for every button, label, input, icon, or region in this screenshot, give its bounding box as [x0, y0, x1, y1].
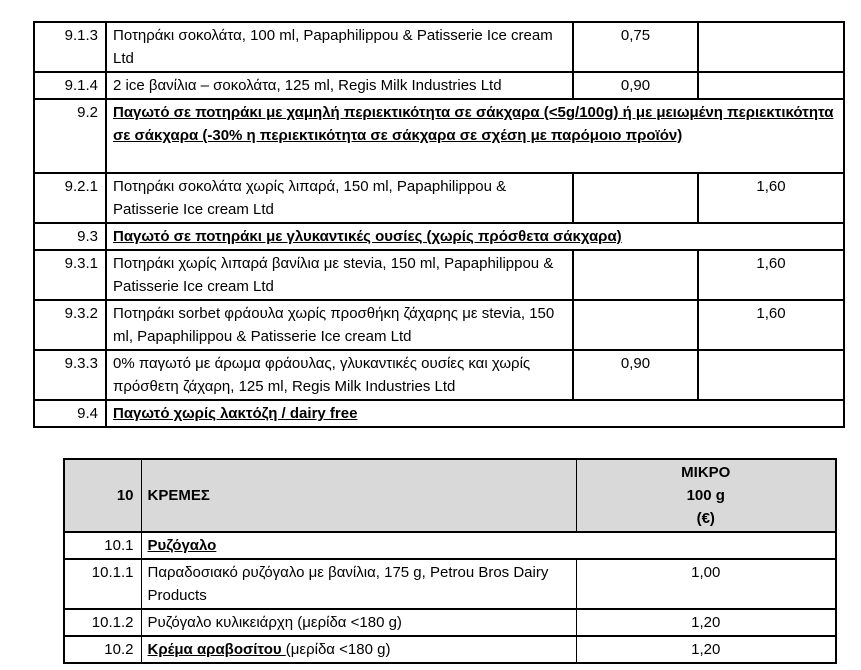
- row-number: 9.3.3: [34, 350, 106, 400]
- header-price-column: [576, 459, 836, 532]
- table-row: [34, 400, 844, 427]
- category-heading-text: Παγωτό σε ποτηράκι με γλυκαντικές ουσίες (χωρίς πρόσθετα σάκχαρα): [113, 228, 622, 245]
- header-section-title: ΚΡΕΜΕΣ: [141, 459, 576, 532]
- row-number: 9.3.2: [34, 300, 106, 350]
- row-number: 9.3: [34, 223, 106, 250]
- header-price-currency-label: (€): [696, 510, 715, 527]
- category-heading-text: Ρυζόγαλο: [147, 537, 217, 554]
- item-description: 2 ice βανίλια – σοκολάτα, 125 ml, Regis Milk Industries Ltd: [106, 72, 573, 99]
- price-value: 0,90: [573, 72, 698, 99]
- table-row: [34, 300, 844, 350]
- table-row: [64, 559, 836, 609]
- table-row: [34, 223, 844, 250]
- price-value: [573, 250, 698, 300]
- item-description: Ρυζόγαλο κυλικειάρχη (μερίδα <180 g): [141, 609, 576, 636]
- row-number: 10.1.1: [64, 559, 141, 609]
- table-row: [64, 532, 836, 559]
- kremes-price-table: [63, 458, 837, 664]
- row-number: 10.1: [64, 532, 141, 559]
- header-section-number: 10: [64, 459, 141, 532]
- row-number: 9.3.1: [34, 250, 106, 300]
- table-row: [34, 173, 844, 223]
- row-number: 9.2.1: [34, 173, 106, 223]
- category-heading: [106, 223, 844, 250]
- row-number: 10.1.2: [64, 609, 141, 636]
- price-value: 1,20: [576, 609, 836, 636]
- table-row: [64, 609, 836, 636]
- row-number: 10.2: [64, 636, 141, 663]
- row-number: 9.1.3: [34, 22, 106, 72]
- table-row: [34, 72, 844, 99]
- price-value: 1,00: [576, 559, 836, 609]
- price-value: 1,60: [698, 250, 844, 300]
- price-value: 1,60: [698, 173, 844, 223]
- row-number: 9.1.4: [34, 72, 106, 99]
- kremes-header-row: [64, 459, 836, 532]
- row-number: 9.4: [34, 400, 106, 427]
- item-description: Ποτηράκι χωρίς λιπαρά βανίλια με stevia, 150 ml, Papaphilippou & Patisserie Ice cream Ltd: [106, 250, 573, 300]
- header-price-weight-label: 100 g: [686, 487, 725, 504]
- price-value: 0,75: [573, 22, 698, 72]
- category-heading-text: Παγωτό σε ποτηράκι με χαμηλή περιεκτικότητα σε σάκχαρα (<5g/100g) ή με μειωμένη περιεκτικότητα σε σάκχαρα (-30% η περιεκτικότητα σε σάκχαρα σε σχέση με παρόμοιο προϊόν): [113, 104, 834, 144]
- price-value: 0,90: [573, 350, 698, 400]
- ice-cream-price-table: [33, 21, 845, 428]
- category-heading: [141, 532, 836, 559]
- item-description: Ποτηράκι σοκολάτα χωρίς λιπαρά, 150 ml, Papaphilippou & Patisserie Ice cream Ltd: [106, 173, 573, 223]
- table-row: [34, 99, 844, 173]
- price-value: 1,60: [698, 300, 844, 350]
- table-row: [34, 250, 844, 300]
- table-row: [34, 22, 844, 72]
- price-value: [698, 350, 844, 400]
- category-heading-text: Παγωτό χωρίς λακτόζη / dairy free: [113, 405, 358, 422]
- table-row: [34, 350, 844, 400]
- price-value: [698, 22, 844, 72]
- table-row: [64, 636, 836, 663]
- header-price-size-label: ΜΙΚΡΟ: [681, 464, 731, 481]
- price-value: [573, 173, 698, 223]
- category-heading: Κρέμα αραβοσίτου (μερίδα <180 g): [141, 636, 576, 663]
- item-description: Ποτηράκι σοκολάτα, 100 ml, Papaphilippou & Patisserie Ice cream Ltd: [106, 22, 573, 72]
- row-number: 9.2: [34, 99, 106, 173]
- price-value: [573, 300, 698, 350]
- item-description: Παραδοσιακό ρυζόγαλο με βανίλια, 175 g, Petrou Bros Dairy Products: [141, 559, 576, 609]
- category-heading-text: Κρέμα αραβοσίτου: [147, 641, 286, 658]
- price-value: 1,20: [576, 636, 836, 663]
- category-heading: [106, 99, 844, 173]
- item-description: Ποτηράκι sorbet φράουλα χωρίς προσθήκη ζάχαρης με stevia, 150 ml, Papaphilippou & Patisserie Ice cream Ltd: [106, 300, 573, 350]
- category-heading: [106, 400, 844, 427]
- price-value: [698, 72, 844, 99]
- item-description: 0% παγωτό με άρωμα φράουλας, γλυκαντικές ουσίες και χωρίς πρόσθετη ζάχαρη, 125 ml, Regis Milk Industries Ltd: [106, 350, 573, 400]
